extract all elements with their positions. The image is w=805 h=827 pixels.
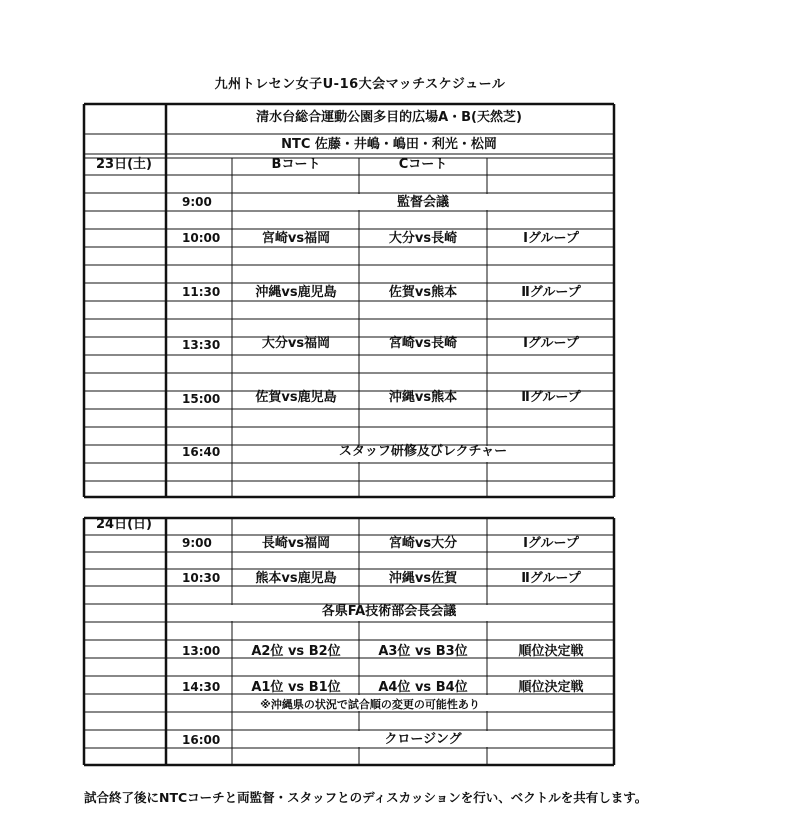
time-cell: 10:00	[182, 231, 221, 245]
group-cell: Ⅰグループ	[523, 536, 579, 551]
time-cell: 9:00	[182, 536, 212, 550]
match-court-b: A2位 vs B2位	[251, 644, 341, 659]
day2-label: 24日(日)	[96, 517, 152, 532]
time-cell: 14:30	[182, 680, 221, 694]
footnote: 試合終了後にNTCコーチと両監督・スタッフとのディスカッションを行い、ベクトルを共有します。	[84, 790, 648, 805]
match-court-b: 大分vs福岡	[261, 336, 331, 351]
time-cell: 11:30	[182, 285, 221, 299]
event-cell: 監督会議	[396, 195, 450, 210]
event-cell: スタッフ研修及びレクチャー	[338, 444, 508, 459]
group-cell: Ⅰグループ	[523, 231, 579, 246]
time-cell: 16:00	[182, 733, 221, 747]
match-court-b: 沖縄vs鹿児島	[255, 285, 337, 300]
match-court-b: 長崎vs福岡	[261, 536, 331, 551]
match-court-c: A4位 vs B4位	[378, 680, 468, 695]
time-cell: 10:30	[182, 571, 221, 585]
day1-label: 23日(土)	[96, 157, 152, 172]
match-court-c: 沖縄vs佐賀	[388, 571, 458, 586]
group-cell: 順位決定戦	[518, 644, 584, 659]
group-cell: Ⅱグループ	[521, 571, 581, 586]
group-cell: 順位決定戦	[518, 680, 584, 695]
match-court-b: 佐賀vs鹿児島	[255, 390, 337, 405]
schedule-change-note: ※沖縄県の状況で試合順の変更の可能性あり	[260, 698, 480, 711]
event-cell: クロージング	[384, 732, 462, 747]
time-cell: 13:30	[182, 338, 221, 352]
group-cell: Ⅰグループ	[523, 336, 579, 351]
group-cell: Ⅱグループ	[521, 390, 581, 405]
time-cell: 13:00	[182, 644, 221, 658]
time-cell: 9:00	[182, 195, 212, 209]
match-court-b: A1位 vs B1位	[251, 680, 341, 695]
match-court-b: 熊本vs鹿児島	[255, 571, 337, 586]
court-b-header: Bコート	[271, 157, 321, 172]
match-court-c: 宮崎vs大分	[388, 536, 458, 551]
match-court-c: A3位 vs B3位	[378, 644, 468, 659]
court-c-header: Cコート	[398, 157, 448, 172]
group-cell: Ⅱグループ	[521, 285, 581, 300]
match-court-b: 宮崎vs福岡	[261, 231, 331, 246]
time-cell: 15:00	[182, 392, 221, 406]
match-court-c: 佐賀vs熊本	[388, 285, 458, 300]
time-cell: 16:40	[182, 445, 221, 459]
event-cell: 各県FA技術部会長会議	[321, 604, 457, 619]
venue-name: 清水台総合運動公園多目的広場A・B(天然芝)	[256, 110, 522, 125]
match-court-c: 宮崎vs長崎	[388, 336, 458, 351]
schedule-title: 九州トレセン女子U-16大会マッチスケジュール	[214, 77, 506, 92]
match-court-c: 大分vs長崎	[388, 231, 458, 246]
ntc-staff: NTC 佐藤・井嶋・嶋田・利光・松岡	[281, 137, 497, 152]
match-court-c: 沖縄vs熊本	[388, 390, 458, 405]
